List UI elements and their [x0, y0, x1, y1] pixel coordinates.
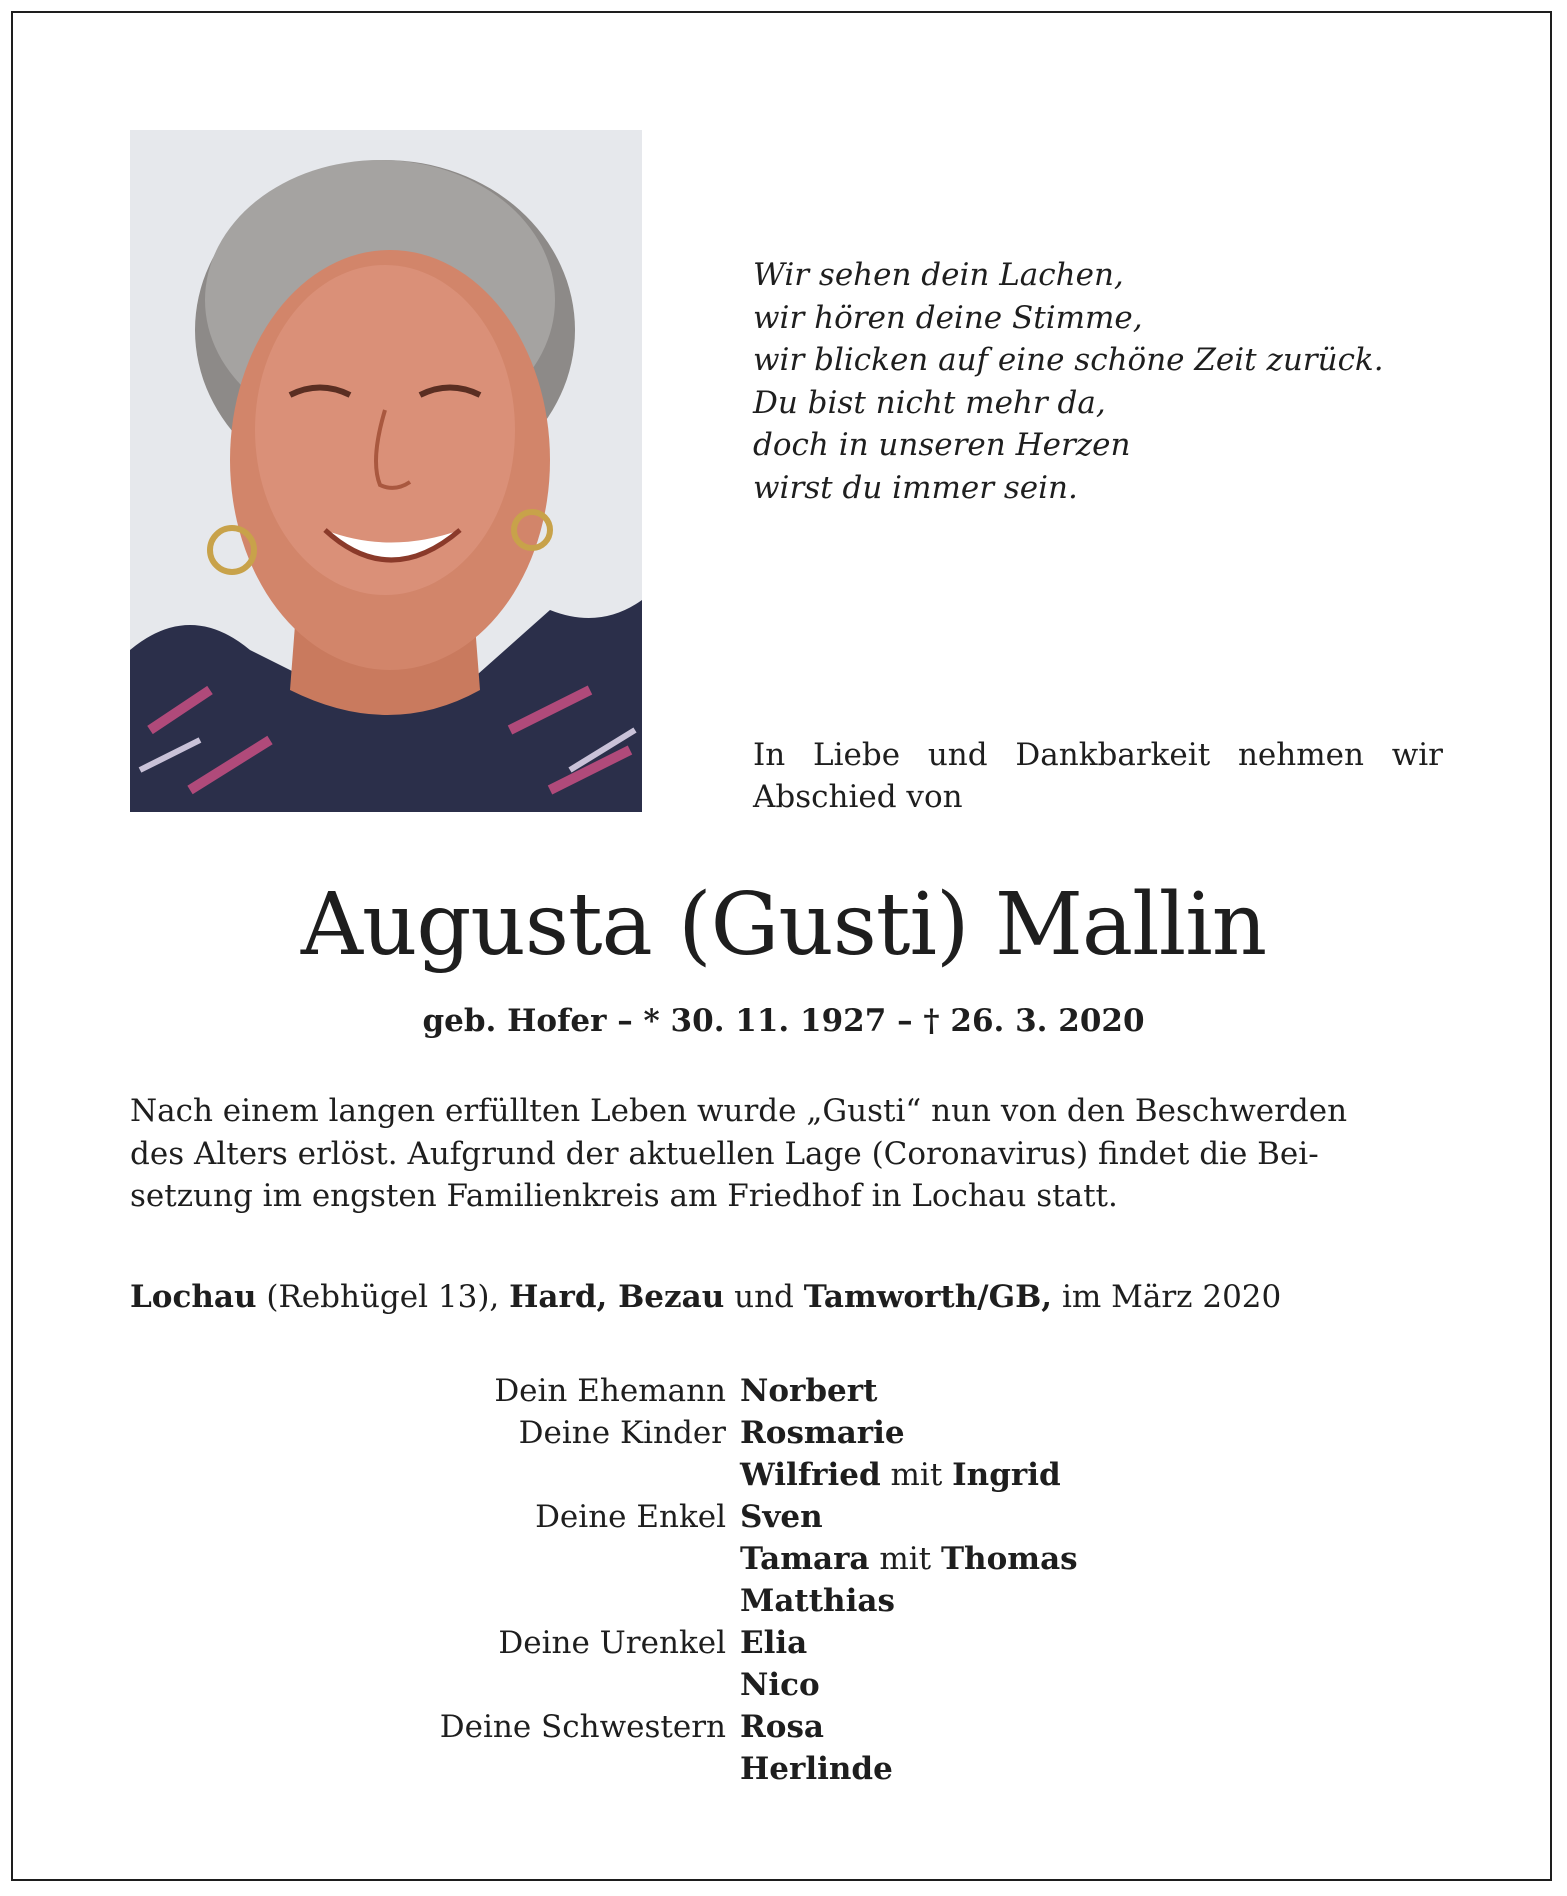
survivor-row: [300, 1706, 1078, 1748]
survivor-row: [300, 1580, 1078, 1622]
portrait-photo: [130, 130, 642, 812]
place-conjunction: und: [724, 1279, 804, 1315]
survivor-row: [300, 1622, 1078, 1664]
place-date-line: [130, 1276, 1281, 1318]
poem-line: wirst du immer sein.: [753, 469, 1078, 506]
relation-label: Deine Urenkel: [498, 1625, 726, 1661]
relation-label: [300, 1538, 740, 1580]
announcement-line: des Alters erlöst. Aufgrund der aktuellen Lage (Coronavirus) findet die Bei-: [130, 1135, 1319, 1172]
poem-line: Wir sehen dein Lachen,: [753, 257, 1124, 293]
survivor-name: Tamara: [740, 1541, 870, 1577]
place-towns: Hard, Bezau: [509, 1279, 725, 1315]
survivor-row: [300, 1412, 1078, 1454]
partner-name: Thomas: [940, 1541, 1078, 1577]
survivor-name: Rosa: [740, 1709, 824, 1745]
survivor-row: [300, 1538, 1078, 1580]
relation-label: Deine Enkel: [535, 1499, 726, 1535]
mit-connector: mit: [880, 1457, 953, 1493]
partner-name: Ingrid: [952, 1457, 1061, 1493]
place-town: Lochau: [130, 1279, 257, 1315]
relation-label: Deine Kinder: [518, 1415, 726, 1451]
survivor-name: Elia: [740, 1625, 808, 1661]
survivor-name: Norbert: [740, 1373, 878, 1409]
announcement-line: Nach einem langen erfüllten Leben wurde „Gusti“ nun von den Beschwerden: [130, 1093, 1348, 1129]
place-town-abroad: Tamworth/GB,: [803, 1279, 1053, 1315]
poem-line: Du bist nicht mehr da,: [753, 384, 1106, 421]
relation-label: [300, 1748, 740, 1790]
relation-label: [300, 1664, 740, 1706]
survivors-list: [300, 1370, 1078, 1790]
relation-label: [300, 1454, 740, 1496]
announcement-text: [130, 1090, 1440, 1218]
place-address: (Rebhügel 13),: [256, 1279, 510, 1315]
place-date: im März 2020: [1052, 1279, 1282, 1315]
survivor-name: Herlinde: [740, 1751, 893, 1787]
relation-label: Dein Ehemann: [494, 1373, 726, 1409]
survivor-row: [300, 1454, 1078, 1496]
survivor-row: [300, 1496, 1078, 1538]
poem-line: wir hören deine Stimme,: [753, 299, 1143, 336]
announcement-line: setzung im engsten Familienkreis am Friedhof in Lochau statt.: [130, 1178, 1118, 1214]
survivor-row: [300, 1748, 1078, 1790]
relation-label: [300, 1580, 740, 1622]
poem-line: wir blicken auf eine schöne Zeit zurück.: [753, 342, 1384, 378]
survivor-name: Nico: [740, 1667, 820, 1703]
survivor-name: Rosmarie: [740, 1415, 905, 1451]
mit-connector: mit: [869, 1541, 941, 1577]
birth-death-dates: geb. Hofer – * 30. 11. 1927 – † 26. 3. 2020: [422, 1003, 1145, 1039]
memorial-poem: [753, 254, 1473, 509]
deceased-name: Augusta (Gusti) Mallin: [300, 875, 1267, 975]
farewell-intro: In Liebe und Dankbarkeit nehmen wir Abschied von: [753, 737, 1443, 815]
relation-label: Deine Schwestern: [439, 1709, 726, 1745]
survivor-name: Wilfried: [740, 1457, 881, 1493]
poem-line: doch in unseren Herzen: [753, 427, 1131, 463]
survivor-row: [300, 1664, 1078, 1706]
survivor-row: [300, 1370, 1078, 1412]
survivor-name: Sven: [740, 1499, 823, 1535]
survivor-name: Matthias: [740, 1583, 895, 1619]
